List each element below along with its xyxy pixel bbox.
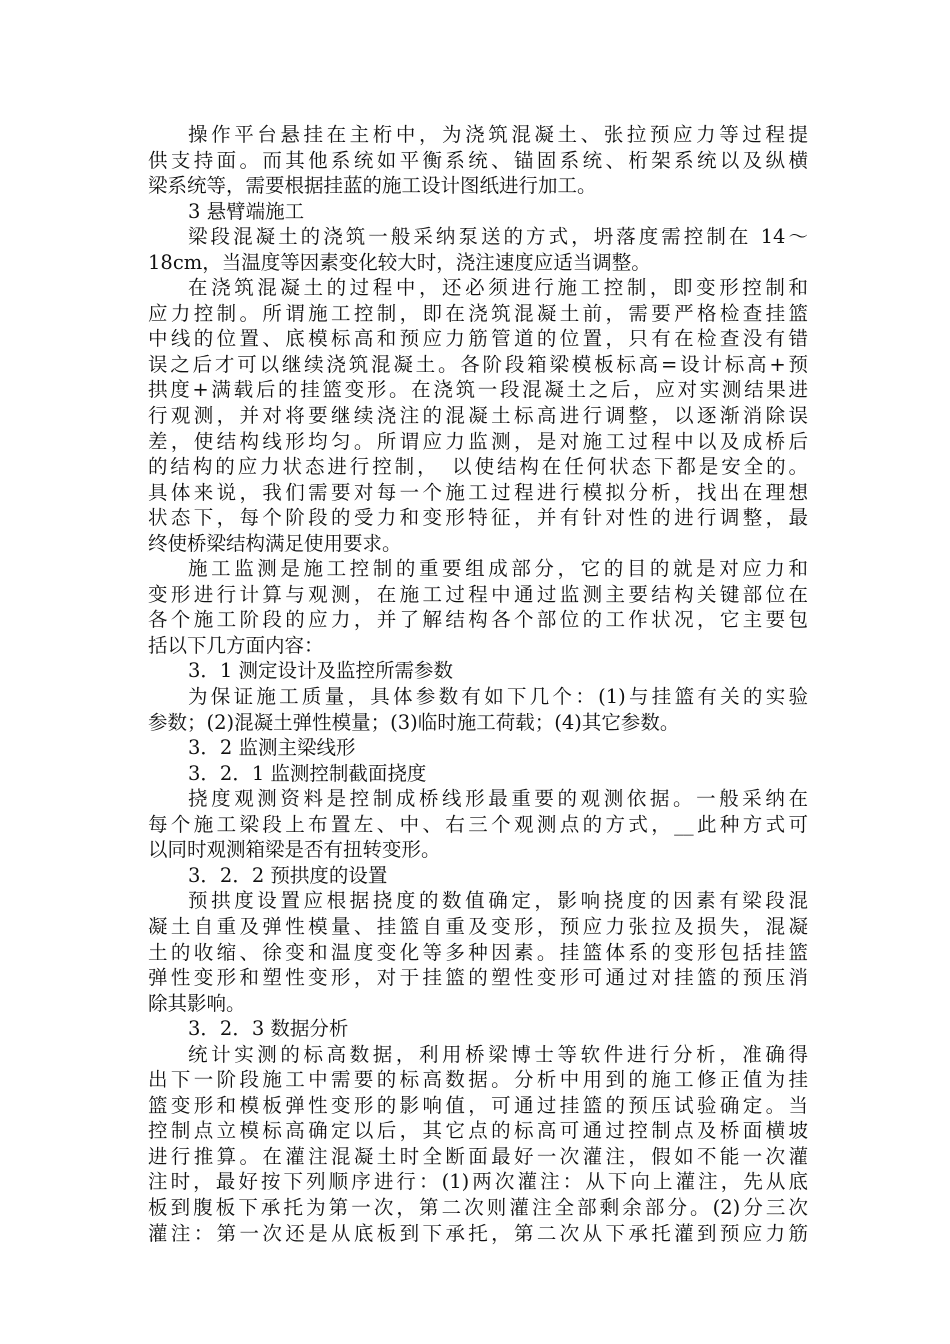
- text-line: 控制点立模标高确定以后，其它点的标高可通过控制点及桥面横坡: [148, 1119, 808, 1143]
- section-heading: 3．1 测定设计及监控所需参数: [188, 659, 454, 683]
- text-line: 终使桥梁结构满足使用要求。: [148, 531, 402, 555]
- text-line: 梁段混凝土的浇筑一般采纳泵送的方式，坍落度需控制在 14～: [188, 225, 808, 249]
- text-line: 板到腹板下承托为第一次，第二次则灌注全部剩余部分。(2)分三次: [148, 1195, 808, 1219]
- text-line: 状态下，每个阶段的受力和变形特征，并有针对性的进行调整，最: [148, 506, 808, 530]
- text-line: 18cm，当温度等因素变化较大时，浇注速度应适当调整。: [148, 250, 651, 274]
- text-line: 操作平台悬挂在主桁中，为浇筑混凝土、张拉预应力等过程提: [188, 123, 808, 146]
- section-heading: 3．2．2 预拱度的设置: [188, 863, 388, 887]
- text-line: 为保证施工质量，具体参数有如下几个：(1)与挂篮有关的实验: [188, 685, 808, 709]
- section-heading: 3．2．1 监测控制截面挠度: [188, 761, 427, 785]
- text-line: 梁系统等，需要根据挂蓝的施工设计图纸进行加工。: [148, 174, 597, 198]
- text-line: 每个施工梁段上布置左、中、右三个观测点的方式，__此种方式可: [148, 812, 808, 836]
- text-line: 差，使结构线形均匀。所谓应力监测，是对施工过程中以及成桥后: [148, 429, 808, 453]
- text-line: 凝土自重及弹性模量、挂篮自重及变形，预应力张拉及损失，混凝: [148, 914, 808, 938]
- text-line: 的结构的应力状态进行控制， 以使结构在任何状态下都是安全的。: [148, 455, 808, 479]
- text-line: 注时，最好按下列顺序进行：(1)两次灌注：从下向上灌注，先从底: [148, 1170, 808, 1194]
- text-line: 施工监测是施工控制的重要组成部分，它的目的就是对应力和: [188, 557, 808, 581]
- text-line: 参数；(2)混凝土弹性模量；(3)临时施工荷载；(4)其它参数。: [148, 710, 680, 734]
- text-line: 具体来说，我们需要对每一个施工过程进行模拟分析，找出在理想: [148, 480, 808, 504]
- text-line: 括以下几方面内容：: [148, 633, 324, 657]
- text-line: 统计实测的标高数据，利用桥梁博士等软件进行分析，准确得: [188, 1042, 808, 1066]
- text-line: 误之后才可以继续浇筑混凝土。各阶段箱梁模板标高=设计标高+预: [148, 352, 808, 376]
- text-line: 篮变形和模板弹性变形的影响值，可通过挂篮的预压试验确定。当: [148, 1093, 808, 1117]
- text-line: 挠度观测资料是控制成桥线形最重要的观测依据。一般采纳在: [188, 787, 808, 811]
- text-line: 土的收缩、徐变和温度变化等多种因素。挂篮体系的变形包括挂篮: [148, 940, 808, 964]
- section-heading: 3 悬臂端施工: [188, 199, 305, 223]
- text-line: 进行推算。在灌注混凝土时全断面最好一次灌注，假如不能一次灌: [148, 1144, 808, 1168]
- text-line: 拱度+满载后的挂篮变形。在浇筑一段混凝土之后，应对实测结果进: [148, 378, 808, 402]
- section-heading: 3．2．3 数据分析: [188, 1017, 349, 1041]
- text-line: 变形进行计算与观测，在施工过程中通过监测主要结构关键部位在: [148, 582, 808, 606]
- text-line: 弹性变形和塑性变形，对于挂篮的塑性变形可通过对挂篮的预压消: [148, 966, 808, 990]
- text-line: 以同时观测箱梁是否有扭转变形。: [148, 838, 441, 862]
- text-line: 行观测，并对将要继续浇注的混凝土标高进行调整，以逐渐消除误: [148, 404, 808, 428]
- text-line: 预拱度设置应根据挠度的数值确定，影响挠度的因素有梁段混: [188, 889, 808, 913]
- text-line: 中线的位置、底模标高和预应力筋管道的位置，只有在检查没有错: [148, 327, 808, 351]
- text-line: 各个施工阶段的应力，并了解结构各个部位的工作状况，它主要包: [148, 608, 808, 632]
- text-line: 出下一阶段施工中需要的标高数据。分析中用到的施工修正值为挂: [148, 1068, 808, 1092]
- section-heading: 3．2 监测主梁线形: [188, 736, 356, 760]
- text-line: 供支持面。而其他系统如平衡系统、锚固系统、桁架系统以及纵横: [148, 148, 808, 172]
- text-line: 在浇筑混凝土的过程中，还必须进行施工控制，即变形控制和: [188, 276, 808, 300]
- text-line: 除其影响。: [148, 991, 246, 1015]
- document-page: [148, 122, 808, 1246]
- text-line: 应力控制。所谓施工控制，即在浇筑混凝土前，需要严格检查挂篮: [148, 301, 808, 325]
- text-line: 灌注：第一次还是从底板到下承托，第二次从下承托灌到预应力筋: [148, 1221, 808, 1245]
